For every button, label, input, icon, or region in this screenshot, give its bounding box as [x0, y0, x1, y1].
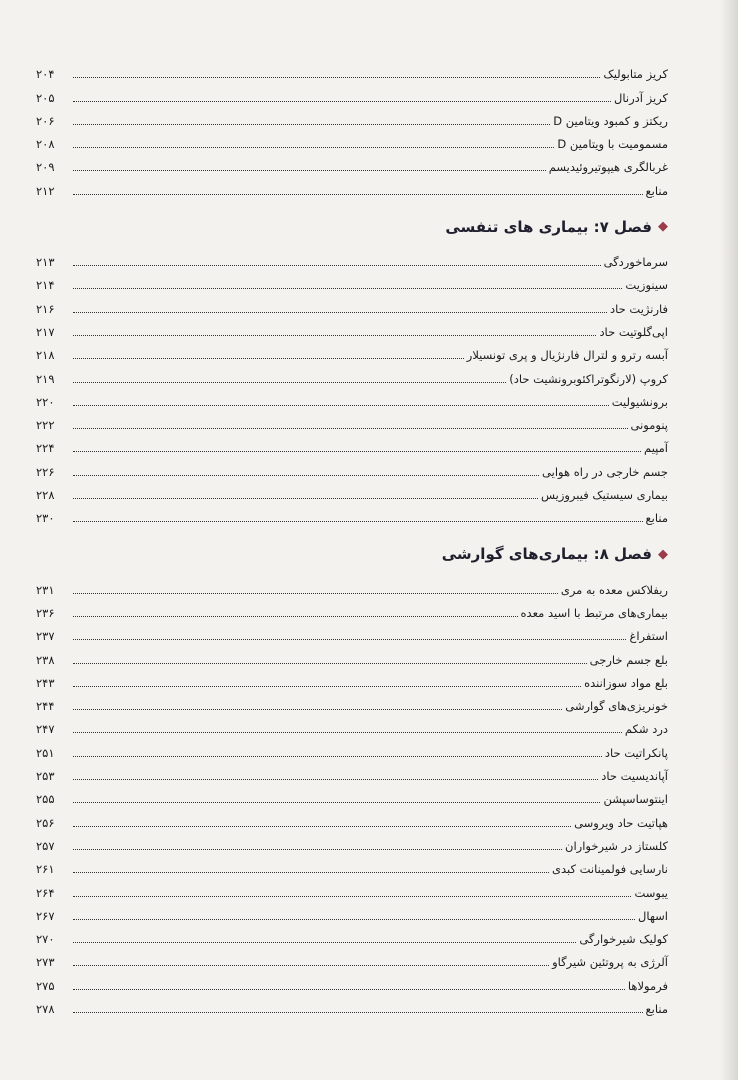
chapter-8-heading	[36, 535, 668, 573]
toc-entry-title: آلرژی به پروتئین شیرگاو	[552, 955, 668, 970]
toc-entry	[36, 455, 668, 478]
toc-entry	[36, 876, 668, 899]
toc-entry-title: بلع جسم خارجی	[589, 652, 668, 667]
dot-leader	[73, 334, 596, 336]
toc-entry-title: مسمومیت با ویتامین D	[557, 137, 668, 152]
dot-leader	[73, 76, 600, 78]
dot-leader	[73, 848, 562, 850]
toc-entry-page-number: ۲۵۵	[36, 792, 55, 807]
toc-entry-page-number: ۲۷۳	[36, 955, 55, 970]
toc-entry-page-number: ۲۱۲	[36, 183, 55, 198]
toc-entry-title: کروپ (لارنگوتراکئوبرونشیت حاد)	[509, 371, 668, 386]
dot-leader	[73, 404, 609, 406]
toc-entry-page-number: ۲۶۱	[36, 862, 55, 877]
toc-entry	[36, 969, 668, 992]
dot-leader	[73, 146, 554, 148]
dot-leader	[73, 662, 587, 664]
toc-entry-title: درد شکم	[624, 722, 668, 737]
toc-entry	[36, 643, 668, 666]
toc-entry-title: خونریزی‌های گوارشی	[565, 699, 668, 714]
toc-entry	[36, 993, 668, 1016]
toc-entry-page-number: ۲۴۴	[36, 699, 55, 714]
toc-entry	[36, 736, 668, 759]
toc-entry-title: کلستاز در شیرخواران	[565, 838, 668, 853]
toc-entry-page-number: ۲۰۴	[36, 67, 55, 82]
toc-entry-page-number: ۲۱۷	[36, 324, 55, 339]
toc-entry	[36, 432, 668, 455]
dot-leader	[73, 941, 576, 943]
dot-leader	[73, 264, 601, 266]
dot-leader	[73, 755, 602, 757]
toc-entry	[36, 713, 668, 736]
toc-entry	[36, 316, 668, 339]
toc-entry	[36, 853, 668, 876]
toc-entry-title: هپاتیت حاد ویروسی	[574, 815, 668, 830]
dot-leader	[73, 474, 539, 476]
dot-leader	[73, 193, 643, 195]
dot-leader	[73, 357, 464, 359]
toc-entry-title: فرمولاها	[627, 978, 668, 993]
toc-entry-title: سرماخوردگی	[603, 255, 668, 270]
chapter-8-title: فصل ۸: بیماری‌های گوارشی	[441, 545, 652, 564]
toc-entry-title: منابع	[645, 511, 668, 526]
toc-entry-page-number: ۲۰۸	[36, 137, 55, 152]
toc-entry-title: کریز متابولیک	[603, 67, 668, 82]
toc-entry	[36, 58, 668, 81]
toc-entry-page-number: ۲۱۴	[36, 278, 55, 293]
section-endocrine-tail	[36, 58, 668, 198]
toc-entry	[36, 81, 668, 104]
toc-entry-title: سینوزیت	[625, 278, 668, 293]
toc-entry-page-number: ۲۰۵	[36, 90, 55, 105]
toc-entry	[36, 783, 668, 806]
toc-entry-title: منابع	[645, 183, 668, 198]
toc-entry-title: ریفلاکس معده به مری	[560, 582, 668, 597]
dot-leader	[73, 778, 598, 780]
toc-entry-page-number: ۲۷۰	[36, 932, 55, 947]
toc-entry-title: نارسایی فولمینانت کبدی	[551, 862, 668, 877]
toc-entry	[36, 339, 668, 362]
dot-leader	[73, 100, 611, 102]
toc-entry-page-number: ۲۵۱	[36, 745, 55, 760]
toc-entry-page-number: ۲۵۳	[36, 769, 55, 784]
toc-entry-page-number: ۲۳۸	[36, 652, 55, 667]
toc-entry-title: برونشیولیت	[611, 394, 668, 409]
toc-entry	[36, 830, 668, 853]
toc-entry-title: بیماری سیستیک فیبروزیس	[540, 488, 668, 503]
dot-leader	[73, 287, 622, 289]
dot-leader	[73, 825, 571, 827]
dot-leader	[73, 685, 581, 687]
toc-entry	[36, 900, 668, 923]
dot-leader	[73, 871, 549, 873]
toc-entry-title: غربالگری هیپوتیروئیدیسم	[548, 160, 668, 175]
dot-leader	[73, 311, 607, 313]
toc-entry-title: پانکراتیت حاد	[604, 745, 668, 760]
page-edge-shadow	[720, 0, 738, 1080]
toc-entry	[36, 479, 668, 502]
toc-entry-page-number: ۲۷۸	[36, 1001, 55, 1016]
toc-entry-title: بلع مواد سوزاننده	[584, 675, 668, 690]
toc-entry-page-number: ۲۱۳	[36, 255, 55, 270]
toc-entry-title: آبسه رترو و لترال فارنژیال و پری تونسیلار	[466, 348, 668, 363]
toc-entry	[36, 174, 668, 197]
dot-leader	[73, 381, 506, 383]
toc-entry-title: بیماری‌های مرتبط با اسید معده	[520, 605, 668, 620]
toc-entry	[36, 292, 668, 315]
toc-entry-page-number: ۲۳۱	[36, 582, 55, 597]
section-chapter-7	[36, 246, 668, 526]
toc-entry	[36, 269, 668, 292]
chapter-7-heading	[36, 208, 668, 246]
section-chapter-8	[36, 573, 668, 1016]
toc-entry-page-number: ۲۰۶	[36, 113, 55, 128]
toc-entry-page-number: ۲۲۴	[36, 441, 55, 456]
dot-leader	[73, 918, 635, 920]
toc-entry	[36, 409, 668, 432]
toc-entry-page-number: ۲۱۸	[36, 348, 55, 363]
toc-entry	[36, 386, 668, 409]
dot-leader	[73, 895, 631, 897]
toc-entry-title: کولیک شیرخوارگی	[579, 932, 668, 947]
toc-entry-page-number: ۲۶۷	[36, 908, 55, 923]
toc-entry-title: استفراغ	[629, 629, 668, 644]
toc-entry-title: منابع	[645, 1001, 668, 1016]
toc-entry-page-number: ۲۱۶	[36, 301, 55, 316]
toc-entry-title: اپی‌گلوتیت حاد	[599, 324, 668, 339]
toc-entry-page-number: ۲۶۴	[36, 885, 55, 900]
toc-entry-title: یبوست	[634, 885, 668, 900]
chapter-7-title: فصل ۷: بیماری های تنفسی	[445, 217, 652, 236]
toc-entry-page-number: ۲۲۰	[36, 394, 55, 409]
toc-entry-page-number: ۲۳۷	[36, 629, 55, 644]
toc-entry	[36, 573, 668, 596]
toc-entry	[36, 105, 668, 128]
toc-entry-page-number: ۲۴۳	[36, 675, 55, 690]
toc-entry-page-number: ۲۰۹	[36, 160, 55, 175]
toc-entry	[36, 760, 668, 783]
dot-leader	[73, 497, 538, 499]
dot-leader	[73, 123, 550, 125]
diamond-bullet-icon: ◆	[658, 546, 668, 562]
toc-entry-page-number: ۲۳۶	[36, 605, 55, 620]
toc-entry	[36, 620, 668, 643]
dot-leader	[73, 638, 626, 640]
toc-entry-page-number: ۲۲۶	[36, 464, 55, 479]
toc-entry	[36, 151, 668, 174]
toc-entry-page-number: ۲۵۷	[36, 838, 55, 853]
diamond-bullet-icon: ◆	[658, 219, 668, 235]
toc-entry	[36, 806, 668, 829]
dot-leader	[73, 988, 625, 990]
dot-leader	[73, 169, 546, 171]
toc-entry-page-number: ۲۲۲	[36, 418, 55, 433]
dot-leader	[73, 520, 643, 522]
dot-leader	[73, 731, 622, 733]
dot-leader	[73, 427, 628, 429]
toc-entry-title: کریز آدرنال	[614, 90, 668, 105]
dot-leader	[73, 615, 518, 617]
toc-entry-title: اینتوساسپشن	[603, 792, 668, 807]
dot-leader	[73, 592, 558, 594]
toc-entry-page-number: ۲۵۶	[36, 815, 55, 830]
toc-entry-title: آپاندیسیت حاد	[601, 769, 668, 784]
toc-entry-title: فارنژیت حاد	[610, 301, 668, 316]
toc-entry-page-number: ۲۱۹	[36, 371, 55, 386]
toc-entry-title: آمپیم	[644, 441, 668, 456]
toc-entry	[36, 923, 668, 946]
toc-entry	[36, 246, 668, 269]
table-of-contents	[36, 58, 668, 1016]
toc-entry-page-number: ۲۷۵	[36, 978, 55, 993]
toc-entry	[36, 362, 668, 385]
dot-leader	[73, 450, 641, 452]
toc-entry	[36, 597, 668, 620]
toc-entry	[36, 690, 668, 713]
toc-entry	[36, 502, 668, 525]
toc-entry	[36, 667, 668, 690]
toc-entry-page-number: ۲۳۰	[36, 511, 55, 526]
toc-entry-title: جسم خارجی در راه هوایی	[542, 464, 668, 479]
toc-entry-page-number: ۲۲۸	[36, 488, 55, 503]
dot-leader	[73, 801, 600, 803]
dot-leader	[73, 708, 562, 710]
toc-entry	[36, 946, 668, 969]
toc-entry-page-number: ۲۴۷	[36, 722, 55, 737]
toc-entry-title: اسهال	[638, 908, 668, 923]
toc-entry	[36, 128, 668, 151]
toc-entry-title: ریکتز و کمبود ویتامین D	[553, 113, 668, 128]
toc-entry-title: پنومونی	[630, 418, 668, 433]
dot-leader	[73, 964, 549, 966]
dot-leader	[73, 1011, 643, 1013]
